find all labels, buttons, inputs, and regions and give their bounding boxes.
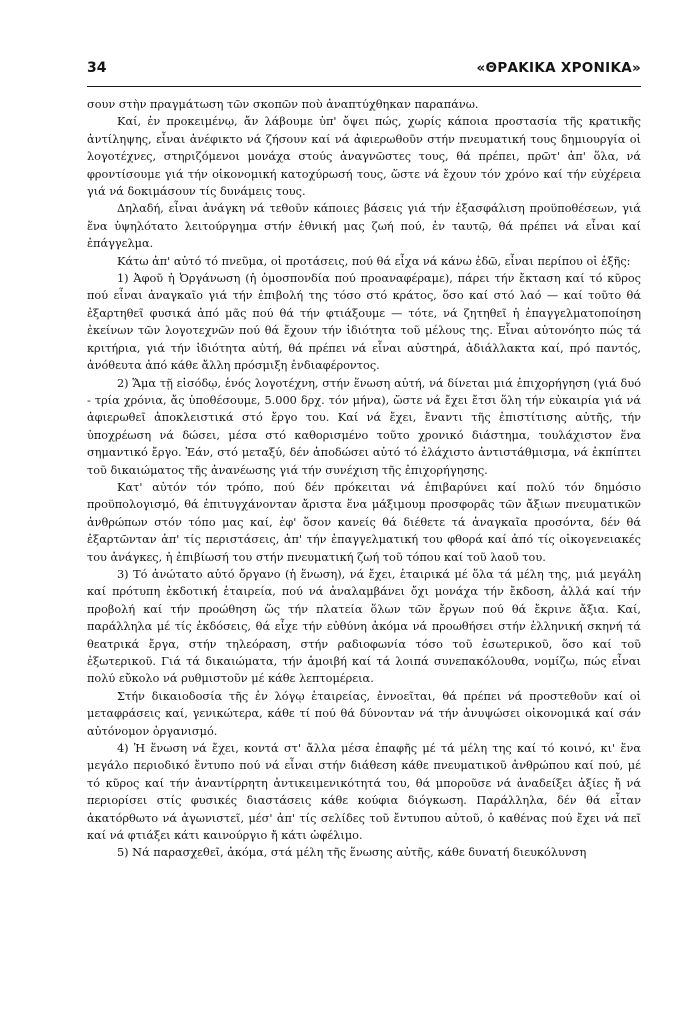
paragraph: σουν στὴν πραγμάτωση τῶν σκοπῶν ποὺ ἀναπτύχθηκαν παραπάνω. [87, 98, 479, 111]
paragraph: Δηλαδή, εἶναι ἀνάγκη νά τεθοῦν κάποιες βάσεις γιά τήν ἐξασφάλιση προϋποθέσεων, γιά ἕνα ὑψηλότατο λειτούργημα στήν ἐθνική μας ζωή πού, ἐν ταυτῷ, θά πρέπει νά εἶναι καί ἐπάγγελμα. [87, 202, 641, 251]
paragraph: Στήν δικαιοδοσία τῆς ἐν λόγῳ ἑταιρείας, ἐννοεῖται, θά πρέπει νά προστεθοῦν καί οἱ μεταφράσεις καί, γενικώτερα, κάθε τί πού θά δύνονταν νά τήν ἀνυψώσει οἰκονομικά καί σάν αὐτόνομον ὀργανισμό. [87, 689, 641, 738]
paragraph: 2) Ἅμα τῇ εἰσόδῳ, ἑνός λογοτέχνη, στήν ἕνωση αὐτή, νά δίνεται μιά ἐπιχορήγηση (γιά δυό - τρία χρόνια, ἄς ὑποθέσουμε, 5.000 δρχ. τόν μήνα), ὥστε νά ἔχει ἔτσι ὅλη τήν εὐκαιρία γιά νά ἀφιερωθεῖ ἀποκλειστικά στό ἔργο του. Καί νά ἔχει, ἔναντι τῆς ἐπιστίτισης αὐτῆς, τήν ὑποχρέωση νά δώσει, μέσα στό καθορισμένο τοῦτο χρονικό διάστημα, τουλάχιστον ἕνα σημαντικό ἔργο. Ἐάν, στό μεταξύ, δέν ἀποδώσει αὐτό τό ἐλάχιστο ἀντιστάθμισμα, νά ἐκπίπτει τοῦ δικαιώματος τῆς ἀνανέωσης γιά τήν συνέχιση τῆς ἐπιχορήγησης. [87, 376, 641, 477]
page-header [87, 60, 641, 87]
paragraph: Κάτω ἀπ' αὐτό τό πνεῦμα, οἱ προτάσεις, πού θά εἶχα νά κάνω ἐδῶ, εἶναι περίπου οἱ ἑξῆς: [117, 254, 631, 268]
paragraph: 5) Νά παρασχεθεῖ, ἀκόμα, στά μέλη τῆς ἕνωσης αὐτῆς, κάθε δυνατή διευκόλυνση [117, 846, 587, 860]
paragraph: 4) Ἡ ἕνωση νά ἔχει, κοντά στ' ἄλλα μέσα ἐπαφῆς μέ τά μέλη της καί τό κοινό, κι' ἕνα μεγάλο περιοδικό ἔντυπο πού νά εἶναι στήν διάθεση κάθε πνευματικοῦ ἀνθρώπου καί πού, μέ τό κῦρος καί τήν ἀναντίρρητη ἀντικειμενικότητά του, θά μποροῦσε νά ἀναδείξει ἀξίες ἤ νά περιορίσει στίς φυσικές διαστάσεις κάθε κούφια διόγκωση. Παράλληλα, δέν θά εἶταν ἀκατόρθωτο νά ἀγωνιστεῖ, μέσ' ἀπ' τίς σελίδες τοῦ ἔντυπου αὐτοῦ, ὁ καθένας πού ἔχει νά πεῖ καί νά φτιάξει κάτι καινούργιο ἤ κάτι ὠφέλιμο. [87, 742, 641, 843]
paragraph: Κατ' αὐτόν τόν τρόπο, πού δέν πρόκειται νά ἐπιβαρύνει καί πολύ τόν δημόσιο προϋπολογισμό, θά ἐπιτυγχάνονταν ἄριστα ἕνα μάξιμουμ προσφορᾶς τῶν ἄξιων πνευματικῶν ἀνθρώπων στόν τόπο μας καί, ἐφ' ὅσον κανείς θά διέθετε τά ἀναγκαῖα προσόντα, δέν θά ἐξαρτῶνταν ἀπ' τίς περιστάσεις, ἀπ' τήν ἐπαγγελματική του φθορά καί ἀπό τίς οἰκογενειακές του ἀνάγκες, ἡ ἐπιβίωσή του στήν πνευματική ζωή τοῦ τόπου καί τοῦ λαοῦ του. [87, 480, 641, 564]
paragraph: 3) Τό ἀνώτατο αὐτό ὄργανο (ἡ ἕνωση), νά ἔχει, ἑταιρικά μέ ὅλα τά μέλη της, μιά μεγάλη καί πρότυπη ἐκδοτική ἑταιρεία, πού νά ἀναλαμβάνει ὄχι μονάχα τήν ἔκδοση, ἀλλά καί τήν προβολή καί τήν προώθηση ὥς τήν πλατεία ὅλων τῶν ἔργων πού θά ἔκρινε ἄξια. Καί, παράλληλα μέ τίς ἐκδόσεις, θά εἶχε τήν εὐθύνη ἀκόμα νά προωθήσει στήν ἑλληνική σκηνή τά θεατρικά ἔργα, στήν τηλεόραση, στήν ραδιοφωνία τόσο τοῦ ἐσωτερικοῦ, ὅσο καί τοῦ ἐξωτερικοῦ. Γιά τά δικαιώματα, τήν ἀμοιβή καί τά λοιπά συνεπακόλουθα, νομίζω, πώς εἶναι πολύ εὔκολο νά ρυθμιστοῦν μέ κάθε λεπτομέρεια. [87, 567, 641, 686]
page-number: 34 [87, 60, 107, 76]
paragraph: 1) Ἀφοῦ ἡ Ὀργάνωση (ἡ ὁμοσπονδία πού προαναφέραμε), πάρει τήν ἔκταση καί τό κῦρος πού εἶναι ἀναγκαῖο γιά τήν ἐπιβολή της τόσο στό κράτος, ὅσο καί στό λαό — καί τοῦτο θά ἐξαρτηθεῖ φυσικά ἀπό μᾶς πού θά τήν φτιάξουμε — τότε, νά ζητηθεῖ ἡ ἐπαγγελματοποίηση ἐκείνων τῶν λογοτεχνῶν πού θά ἔχουν τήν ἰδιότητα τοῦ μέλους της. Εἶναι αὐτονόητο πώς τά κριτήρια, γιά τήν ἰδιότητα αὐτή, θά πρέπει νά εἶναι αὐστηρά, ἀδιάλλακτα καί, πρό παντός, ἀνόθευτα ἀπό κάθε ἄλλη πρόσμιξη ἐνδιαφέροντος. [87, 272, 641, 373]
page [87, 60, 641, 862]
running-head: «ΘΡΑΚΙΚΑ ΧΡΟΝΙΚΑ» [476, 60, 641, 76]
paragraph: Καί, ἐν προκειμένῳ, ἄν λάβουμε ὑπ' ὄψει πώς, χωρίς κάποια προστασία τῆς κρατικῆς ἀντίληψης, εἶναι ἀνέφικτο νά ζήσουν καί νά ἀφιερωθοῦν στήν πνευματική τους δημιουργία οἱ λογοτέχνες, στηριζόμενοι μονάχα στούς ἀναγνῶστες τους, θά πρέπει, πρῶτ' ἀπ' ὅλα, νά φροντίσουμε γιά τήν οἰκονομική κατοχύρωσή τους, ὥστε νά ἔχουν τόν χρόνο καί τήν εὐχέρεια γιά νά δοκιμάσουν τίς δυνάμεις τους. [87, 115, 641, 199]
body-text [87, 96, 641, 862]
